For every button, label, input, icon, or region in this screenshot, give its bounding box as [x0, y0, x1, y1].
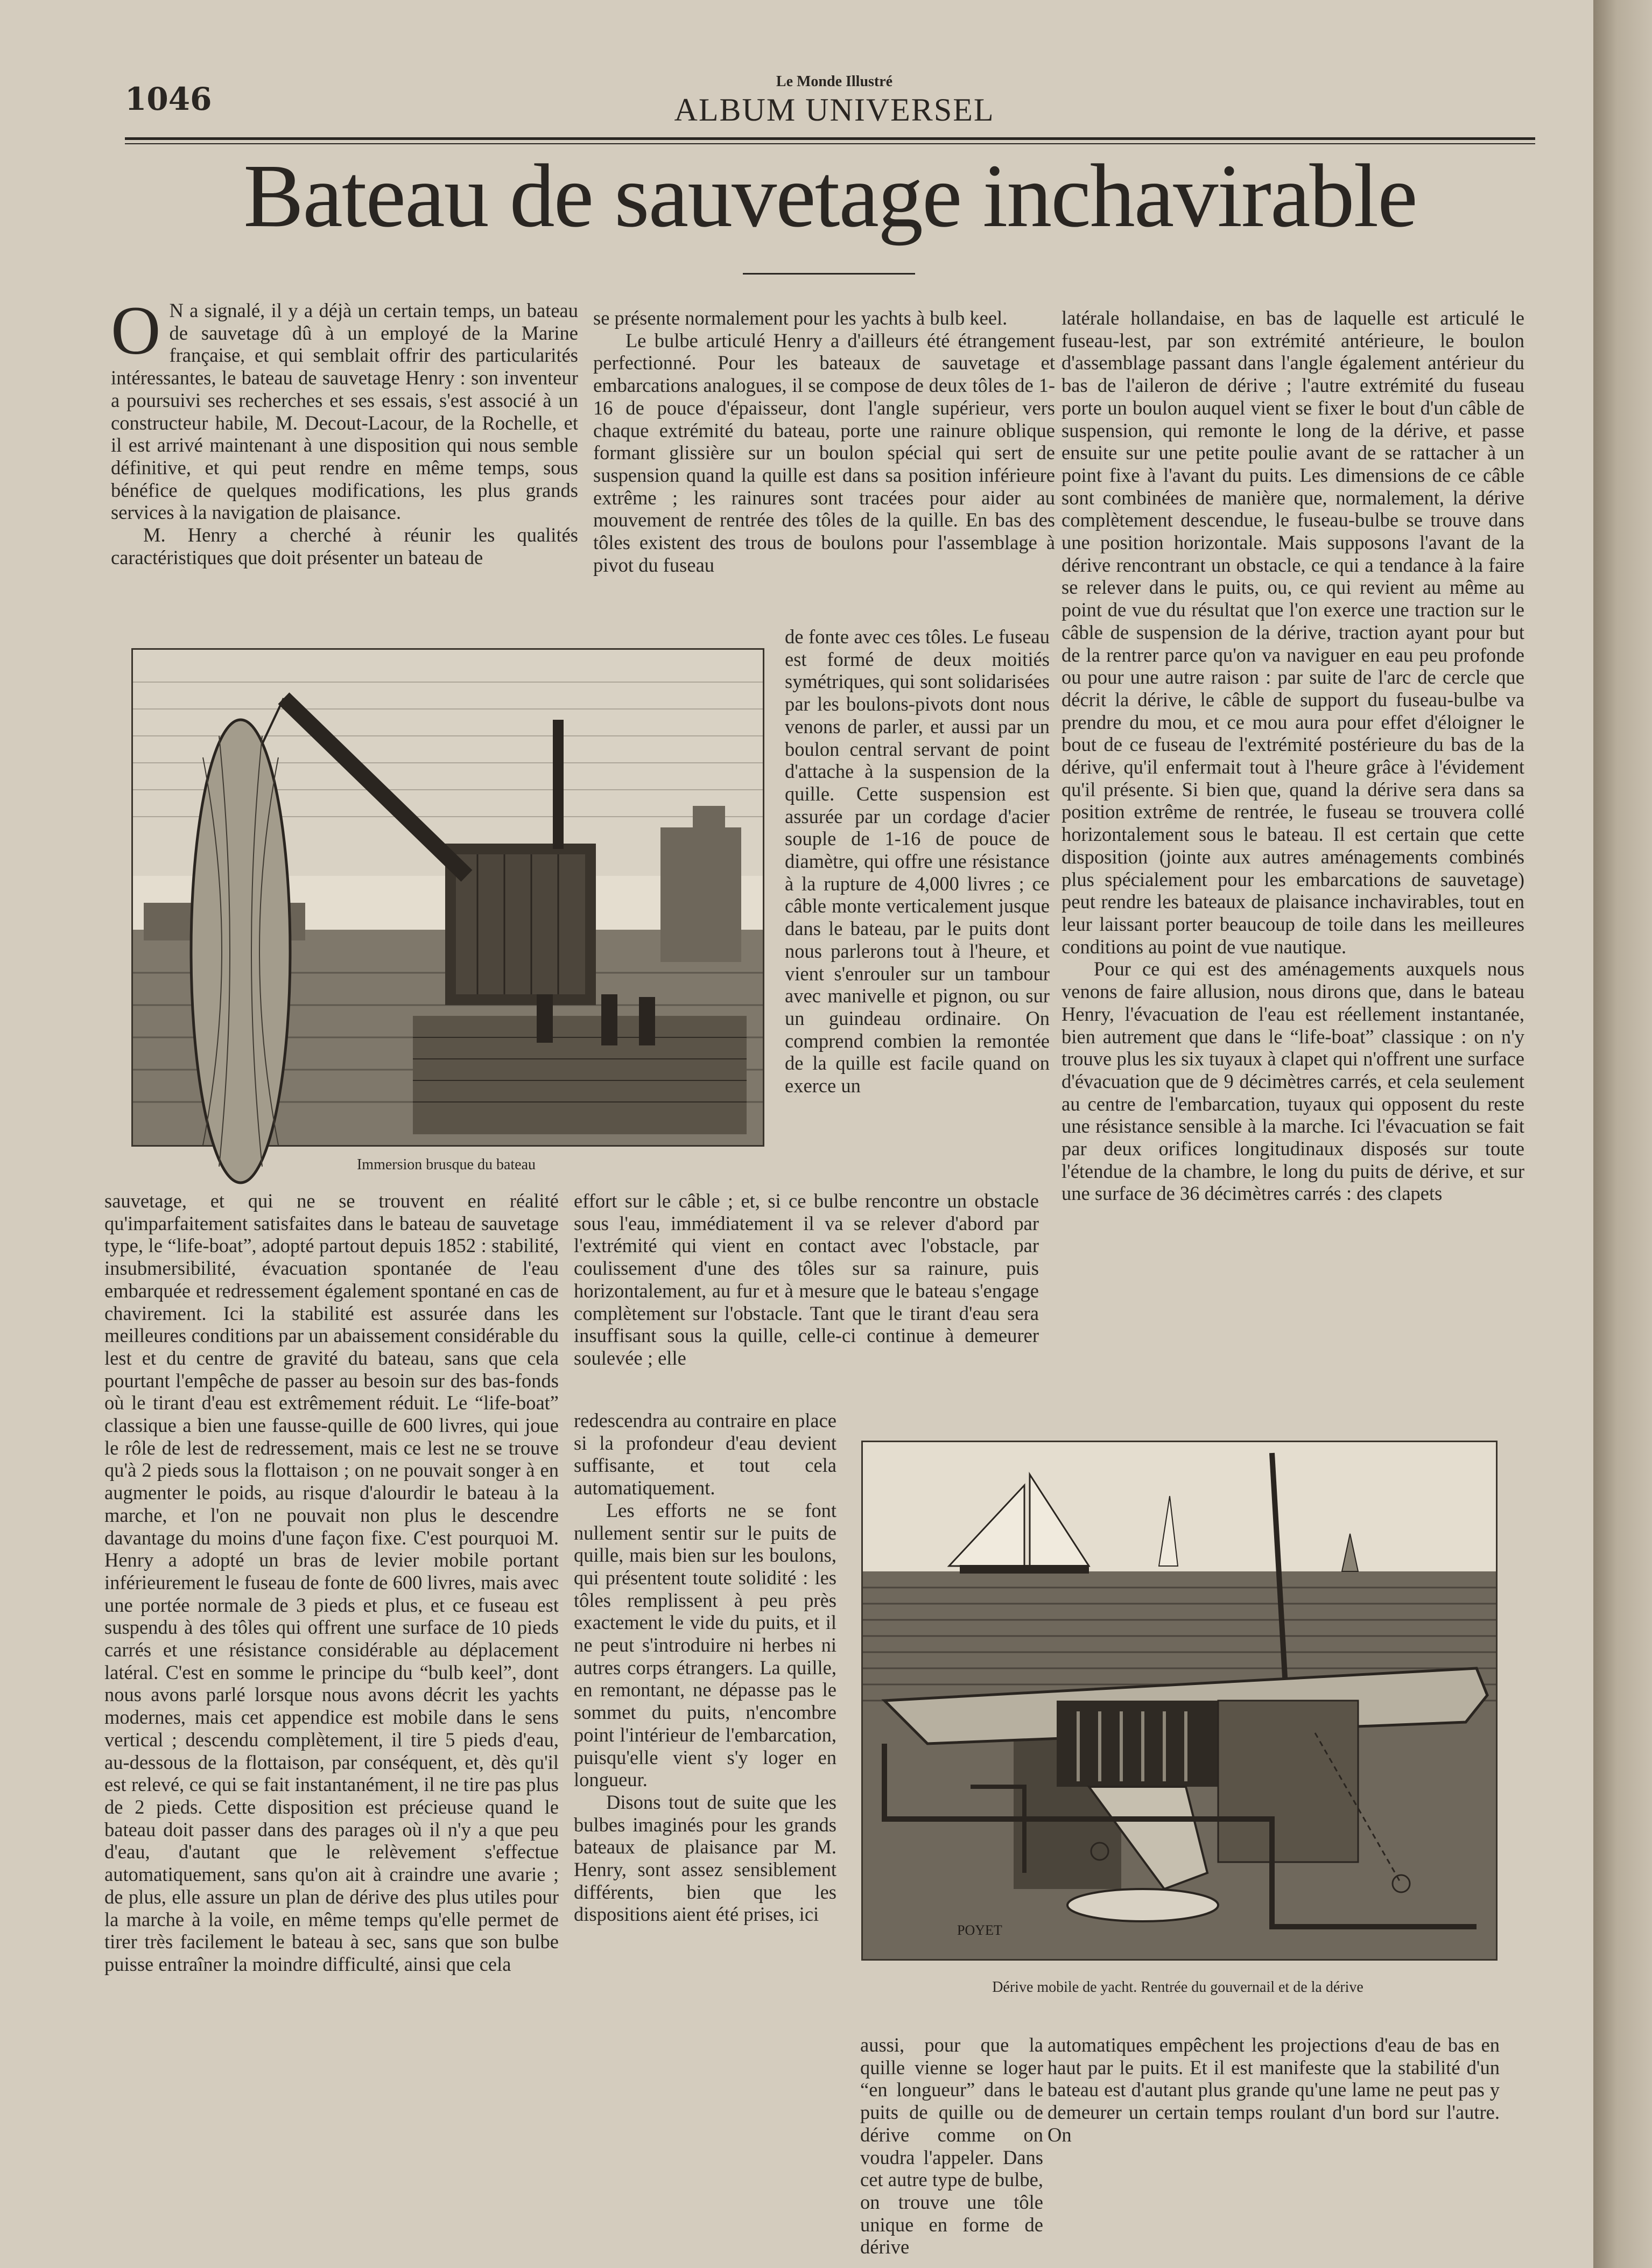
paragraph: de fonte avec ces tôles. Le fuseau est formé de deux moitiés symétriques, qui sont solidarisées par les boulons-pivots dont nous venons de parler, et aussi par un boulon central servant de point d'attache à la suspension de la quille. Cette suspension est assurée par un cordage d'acier souple de 1-16 de pouce de diamètre, qui offre une résistance à la rupture de 4,000 livres ; ce câble monte verticalement jusque dans le bateau, par le puits dont nous parlerons tout à l'heure, et vient s'enrouler sur un tambour avec manivelle et pignon, ou sur un guindeau ordinaire. On comprend combien la remontée de la quille est facile quand on exerce un — [785, 626, 1050, 1097]
figure-2-caption: Dérive mobile de yacht. Rentrée du gouvernail et de la dérive — [992, 1979, 1363, 1996]
paragraph: aussi, pour que la quille vienne se loger “en longueur” dans le puits de quille ou de dérive comme on voudra l'appeler. Dans cet autre type de bulbe, on trouve une tôle unique en forme de dérive — [860, 2034, 1043, 2258]
paragraph: N a signalé, il y a déjà un certain temps, un bateau de sauvetage dû à un employé de la Marine française, et qui semblait offrir des particularités intéressantes, le bateau de sauvetage Henry : son inventeur a poursuivi ses recherches et ses essais, s'est associé à un constructeur habile, M. Decout-Lacour, de la Rochelle, et il est arrivé maintenant à une disposition qui nous semble définitive, et qui peut rendre en même temps, sous bénéfice de quelques modifications, les plus grands services à la navigation de plaisance. — [111, 299, 578, 524]
column-1-bottom — [104, 1190, 559, 2132]
page-number: 1046 — [125, 81, 212, 117]
paragraph: Pour ce qui est des aménagements auxquels nous venons de faire allusion, nous dirons que, dans le bateau Henry, l'évacuation de l'eau est réellement instantanée, bien autrement que dans le “life-boat” classique : on n'y trouve plus les six tuyaux à clapet qui n'offrent une surface d'évacuation que de 9 décimètres carrés, et cela seulement au centre de l'embarcation, tuyaux qui opposent du reste une résistance sensible à la marche. Ici l'évacuation se fait par deux orifices longitudinaux disposés sur toute l'étendue de la chambre, le long du puits de dérive, et sur une surface de 36 décimètres carrés : des clapets — [1062, 958, 1524, 1205]
paragraph: M. Henry a cherché à réunir les qualités caractéristiques que doit présenter un bateau de — [111, 524, 578, 568]
paragraph: Le bulbe articulé Henry a d'ailleurs été étrangement perfectionné. Pour les bateaux de sauvetage et embarcations analogues, il se compose de deux tôles de 1-16 de pouce d'épaisseur, dont l'angle supérieur, vers chaque extrémité du bateau, porte une rainure oblique formant glissière sur un boulon spécial qui sert de suspension quand la quille est dans sa position inférieure extrême ; les rainures sont tracées pour aider au mouvement de rentrée des tôles de la quille. En bas des tôles existent des trous de boulons pour l'assemblage à pivot du fuseau — [593, 329, 1055, 576]
column-1-top — [111, 292, 578, 622]
header-rule-thick — [125, 137, 1535, 140]
figure-1-caption: Immersion brusque du bateau — [356, 1156, 536, 1173]
column-2-narrow-lower — [574, 1409, 836, 2040]
column-2-middle — [574, 1190, 1039, 1412]
paragraph: automatiques empêchent les projections d'eau de bas en haut par le puits. Et il est manifeste que la stabilité d'un bateau est d'autant plus grande qu'une lame ne peut pas y demeurer un certain temps roulant d'un bord sur l'autre. On — [1048, 2034, 1500, 2146]
page-edge — [1593, 0, 1652, 2268]
column-3-bottom — [1048, 2034, 1500, 2146]
column-2-bottom — [860, 2034, 1043, 2258]
publication-small-title: Le Monde Illustré — [776, 73, 893, 90]
column-2-narrow — [785, 626, 1050, 1202]
paragraph: sauvetage, et qui ne se trouvent en réalité qu'imparfaitement satisfaites dans le bateau de sauvetage type, le “life-boat”, adopté partout depuis 1852 : stabilité, insubmersibilité, évacuation spontanée de l'eau embarquée et redressement également spontané en cas de chavirement. Ici la stabilité est assurée dans les meilleures conditions par un abaissement considérable du lest et du centre de gravité du bateau, sans que cela pourtant l'empêche de passer au besoin sur des bas-fonds où le tirant d'eau est extrêmement réduit. Le “life-boat” classique a bien une fausse-quille de 600 livres, qui joue le rôle de lest de redressement, mais ce lest ne se trouve qu'à 2 pieds sous la flottaison ; on ne pouvait songer à en augmenter le poids, au risque d'alourdir le bateau à la marche, et l'on ne pouvait non plus le descendre davantage du moins d'une façon fixe. C'est pourquoi M. Henry a adopté un bras de levier mobile portant inférieurement le fuseau de fonte de 600 livres, mais avec une portée normale de 3 pieds et plus, et ce fuseau est suspendu à des tôles qui offrent une surface de 10 pieds carrés et une résistance considérable au déplacement latéral. C'est en somme le principe du “bulb keel”, dont nous avons parlé lorsque nous avons décrit les yachts modernes, mais cet appendice est mobile dans le sens vertical ; descendu complètement, il tire 5 pieds d'eau, au-dessous de la flottaison, par conséquent, et, dès qu'il est relevé, ce qui se fait instantanément, il ne tire pas plus de 2 pieds. Cette disposition est précieuse quand le bateau doit passer dans des parages où il n'y a que peu d'eau, d'autant que le relèvement s'effectue automatiquement, sans qu'on ait à craindre une avarie ; de plus, elle assure un plan de dérive des plus utiles pour la marche à la voile, en même temps qu'elle permet de tirer très facilement le bateau à sec, sans que son bulbe puisse entraîner la moindre difficulté, ainsi que cela — [104, 1190, 559, 1975]
paragraph: Disons tout de suite que les bulbes imaginés pour les grands bateaux de plaisance par M. Henry, sont assez sensiblement différents, bien que les dispositions aient été prises, ici — [574, 1790, 836, 1926]
paragraph: effort sur le câble ; et, si ce bulbe rencontre un obstacle sous l'eau, immédiatement il va se relever d'abord par l'extrémité qui vient en contact avec l'obstacle, par coulissement d'une des tôles sur sa rainure, puis horizontalement, au fur et à mesure que le bateau s'engage complètement sur l'obstacle. Tant que le tirant d'eau sera insuffisant sous la quille, celle-ci continue à demeurer soulevée ; elle — [574, 1190, 1039, 1369]
paragraph: redescendra au contraire en place si la profondeur d'eau devient suffisante, et tout cela automatiquement. — [574, 1409, 836, 1499]
column-2-top — [593, 307, 1055, 626]
publication-title: ALBUM UNIVERSEL — [674, 92, 995, 128]
paragraph: Les efforts ne se font nullement sentir sur le puits de quille, mais bien sur les boulons, qui présentent toute solidité : les tôles remplissent à peu près exactement le vide du puits, et il ne peut s'introduire ni herbes ni autres corps étrangers. La quille, en remontant, ne dépasse pas le sommet du puits, n'encombre point l'intérieur de l'embarcation, puisqu'elle vient s'y loger en longueur. — [574, 1499, 836, 1791]
article-title: Bateau de sauvetage inchavirable — [243, 146, 1417, 246]
drop-cap: O — [111, 292, 161, 369]
paragraph: latérale hollandaise, en bas de laquelle est articulé le fuseau-lest, par son extrémité antérieure, le boulon d'assemblage passant dans l'angle également antérieur du bas de l'aileron de dérive ; l'autre extrémité du fuseau porte un boulon auquel vient se fixer le bout d'un câble de suspension, qui remonte le long de la dérive, et passe ensuite sur une petite poulie avant de se rattacher à un point fixe à l'avant du puits. Les dimensions de ce câble sont combinées de manière que, normalement, la dérive complètement descendue, le fuseau-bulbe se trouve dans une position horizontale. Mais supposons l'avant de la dérive rencontrant un obstacle, ce qui a tendance à la faire se relever dans le puits, ou, ce qui revient au même au point de vue du résultat que l'on exerce une traction sur le câble de suspension de la dérive, traction ayant pour but de la rentrer parce qu'on va naviguer en eau peu profonde ou pour une autre raison : par suite de l'arc de cercle que décrit la dérive, le câble de support du fuseau-bulbe va prendre du mou, et ce mou aura pour effet d'éloigner le bout de ce fuseau de l'extrémité postérieure du bas de la dérive, qu'il enfermait tout à l'heure grâce à l'évidement qu'il présente. Si bien que, quand la dérive sera dans sa position extrême de rentrée, le fuseau se trouvera collé horizontalement sous le bateau. Il est certain que cette disposition (jointe aux autres aménagements combinés plus spécialement pour les embarcations de sauvetage) peut rendre les bateaux de plaisance inchavirables, tout en leur laissant porter beaucoup de toile dans les meilleures conditions au point de vue nautique. — [1062, 307, 1524, 958]
paragraph: se présente normalement pour les yachts à bulb keel. — [593, 307, 1008, 329]
title-divider — [743, 273, 915, 275]
column-3-top — [1062, 307, 1524, 1409]
engraver-signature: POYET — [957, 1922, 1002, 1938]
illustration-crane-immersion — [131, 648, 764, 1147]
illustration-yacht-keel — [861, 1441, 1498, 1961]
